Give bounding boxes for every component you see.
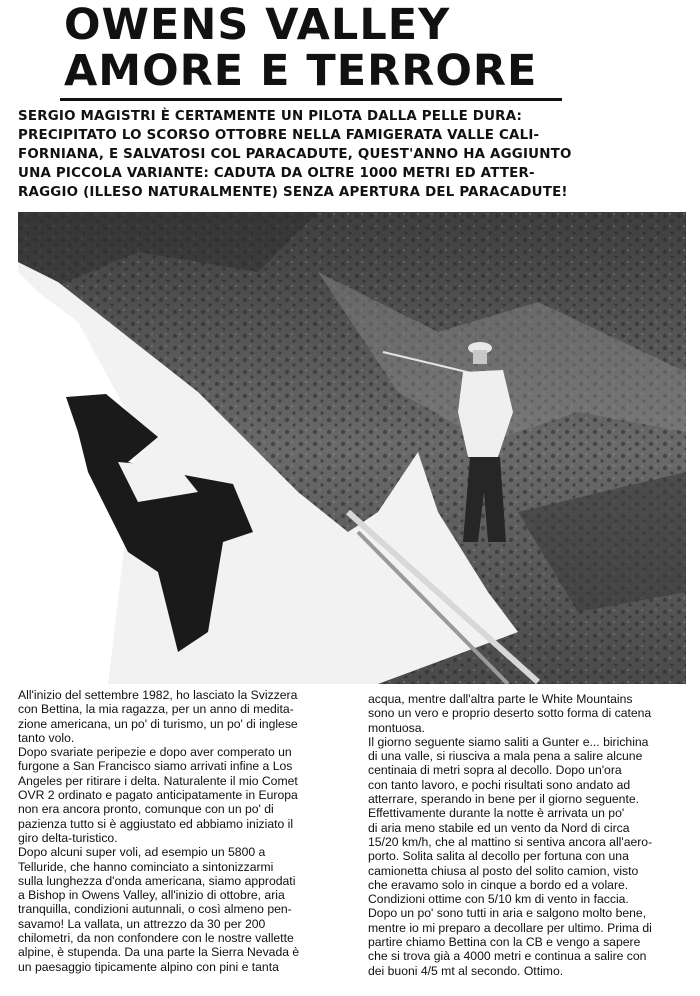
body-line: partire chiamo Bettina con la CB e vengo a sapere bbox=[368, 935, 641, 950]
hang-glider-crash-photo bbox=[18, 212, 686, 684]
headline-line-2: AMORE E TERRORE bbox=[64, 46, 538, 96]
body-line: Telluride, che hanno cominciato a sintonizzarmi bbox=[18, 859, 274, 874]
body-line: con tanto lavoro, e pochi risultati sono andato ad bbox=[368, 777, 631, 792]
lead-line: FORNIANA, E SALVATOSI COL PARACADUTE, QUEST'ANNO HA AGGIUNTO bbox=[18, 147, 572, 162]
lead-paragraph bbox=[18, 107, 694, 202]
body-line: alpine, è stupenda. Da una parte la Sierra Nevada è bbox=[18, 945, 300, 960]
body-line: OVR 2 ordinato e pagato anticipatamente in Europa bbox=[18, 788, 298, 803]
article-column-left bbox=[18, 688, 345, 974]
body-line: Angeles per ritirare i delta. Naturalente il mio Comet bbox=[18, 773, 298, 788]
pilot-face bbox=[473, 350, 487, 364]
body-line: sulla lunghezza d'onda americana, siamo approdati bbox=[18, 873, 296, 888]
body-line: acqua, mentre dall'altra parte le White Mountains bbox=[368, 692, 633, 706]
body-line: zione americana, un po' di turismo, un po' di inglese bbox=[18, 716, 298, 731]
headline-rule bbox=[60, 98, 562, 101]
headline bbox=[64, 2, 664, 94]
body-line: sono un vero e proprio deserto sotto forma di catena bbox=[368, 706, 652, 721]
lead-line: UNA PICCOLA VARIANTE: CADUTA DA OLTRE 1000 METRI ED ATTER- bbox=[18, 166, 535, 181]
lead-line: SERGIO MAGISTRI È CERTAMENTE UN PILOTA DALLA PELLE DURA: bbox=[18, 109, 523, 124]
body-line: di aria meno stabile ed un vento da Nord di circa bbox=[368, 820, 630, 835]
body-line: che eravamo solo in cinque a bordo ed a volare. bbox=[368, 877, 629, 892]
body-line: che si trova già a 4000 metri e continua a salire con bbox=[368, 949, 647, 964]
body-line: Il giorno seguente siamo saliti a Gunter e... birichina bbox=[368, 734, 649, 749]
lead-line: RAGGIO (ILLESO NATURALMENTE) SENZA APERTURA DEL PARACADUTE! bbox=[18, 185, 568, 200]
body-line: pazienza tutto si è aggiustato ed abbiamo iniziato il bbox=[18, 816, 294, 831]
body-line: tranquilla, condizioni autunnali, o così almeno pen- bbox=[18, 902, 292, 917]
body-line: chilometri, da non confondere con le nostre vallette bbox=[18, 931, 294, 946]
body-line: porto. Solita salita al decollo per fortuna con una bbox=[368, 849, 629, 864]
photo-illustration bbox=[18, 212, 686, 684]
body-line: Dopo alcuni super voli, ad esempio un 5800 a bbox=[18, 845, 266, 860]
body-line: furgone a San Francisco siamo arrivati infine a Los bbox=[18, 759, 293, 774]
body-line: a Bishop in Owens Valley, all'inizio di ottobre, aria bbox=[18, 888, 285, 903]
body-line: non era ancora pronto, comunque con un po' di bbox=[18, 802, 274, 817]
body-line: centinaia di metri sopra al decollo. Dopo un'ora bbox=[368, 763, 622, 778]
body-line: Dopo svariate peripezie e dopo aver comperato un bbox=[18, 745, 292, 760]
body-line: Dopo un po' sono tutti in aria e salgono molto bene, bbox=[368, 906, 647, 921]
body-line: tanto volo. bbox=[18, 730, 75, 745]
body-line: All'inizio del settembre 1982, ho lasciato la Svizzera bbox=[18, 688, 298, 702]
body-line: camionetta chiusa al posto del solito camion, visto bbox=[368, 863, 639, 878]
body-line: mentre io mi preparo a decollare per ultimo. Prima di bbox=[368, 920, 652, 935]
body-line: atterrare, sperando in bene per il giorno seguente. bbox=[368, 792, 640, 807]
body-line: montuosa. bbox=[368, 720, 425, 735]
body-line: giro delta-turistico. bbox=[18, 830, 118, 845]
body-line: Effettivamente durante la notte è arrivata un po' bbox=[368, 806, 625, 821]
article-column-right bbox=[368, 692, 690, 978]
body-line: un paesaggio tipicamente alpino con pini e tanta bbox=[18, 959, 279, 974]
body-line: Condizioni ottime con 5/10 km di vento in faccia. bbox=[368, 892, 629, 907]
body-line: savamo! La vallata, un attrezzo da 30 per 200 bbox=[18, 916, 266, 931]
lead-line: PRECIPITATO LO SCORSO OTTOBRE NELLA FAMIGERATA VALLE CALI- bbox=[18, 128, 540, 143]
body-line: di una valle, si riusciva a mala pena a salire alcune bbox=[368, 749, 643, 764]
headline-line-1: OWENS VALLEY bbox=[64, 0, 451, 50]
body-line: dei buoni 4/5 mt al secondo. Ottimo. bbox=[368, 963, 564, 978]
body-line: con Bettina, la mia ragazza, per un anno di medita- bbox=[18, 702, 294, 717]
body-line: 15/20 km/h, che al mattino si sentiva ancora all'aero- bbox=[368, 834, 653, 849]
